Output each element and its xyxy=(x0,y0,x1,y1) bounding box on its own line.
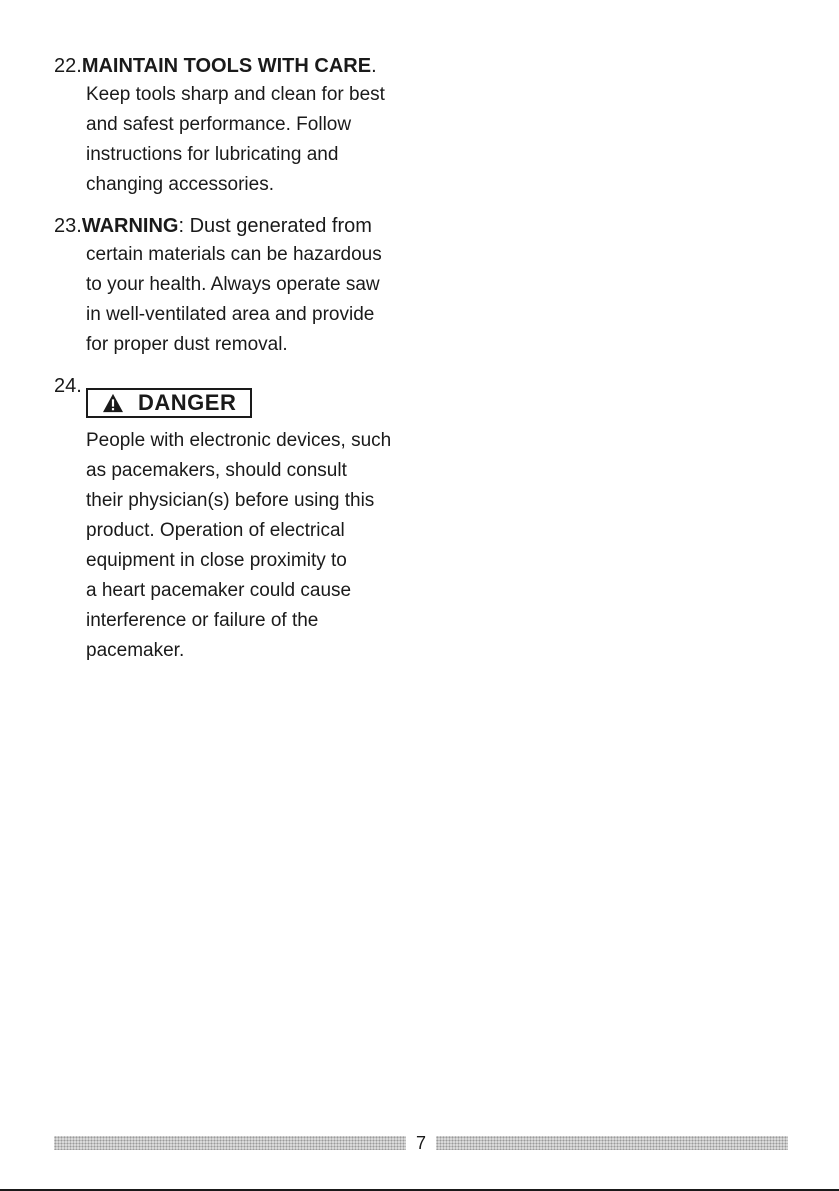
body-line: in well-ventilated area and provide xyxy=(86,304,375,325)
item-number: 23. xyxy=(54,215,82,237)
body-line: certain materials can be hazardous xyxy=(86,244,382,265)
body-line: a heart pacemaker could cause xyxy=(86,580,352,601)
footer-dot-band-right xyxy=(436,1136,788,1150)
item-body xyxy=(86,240,434,360)
body-line: pacemaker. xyxy=(86,640,185,661)
safety-item-23 xyxy=(54,212,434,360)
danger-signal-row xyxy=(86,388,434,420)
danger-label: DANGER xyxy=(138,390,237,415)
page-number: 7 xyxy=(415,1133,426,1153)
item-body xyxy=(86,426,434,666)
item-body xyxy=(86,80,434,200)
safety-item-24 xyxy=(54,372,434,666)
body-line: to your health. Always operate saw xyxy=(86,274,380,295)
body-line: interference or failure of the xyxy=(86,610,319,631)
body-line: their physician(s) before using this xyxy=(86,490,375,511)
danger-signal-box xyxy=(86,388,252,418)
item-title-suffix: . xyxy=(371,55,377,77)
body-line: product. Operation of electrical xyxy=(86,520,345,541)
page-footer xyxy=(54,1133,788,1153)
warning-triangle-icon xyxy=(102,393,124,413)
body-line: and safest performance. Follow xyxy=(86,114,352,135)
item-title-suffix: : Dust generated from xyxy=(178,215,372,237)
body-line: equipment in close proximity to xyxy=(86,550,347,571)
body-line: Keep tools sharp and clean for best xyxy=(86,84,385,105)
footer-dot-band-left xyxy=(54,1136,406,1150)
item-heading xyxy=(54,212,434,240)
body-line: instructions for lubricating and xyxy=(86,144,339,165)
body-line: as pacemakers, should consult xyxy=(86,460,347,481)
item-heading xyxy=(54,52,434,80)
safety-item-22 xyxy=(54,52,434,200)
item-number: 22. xyxy=(54,55,82,77)
item-title: WARNING xyxy=(81,215,179,237)
body-line: changing accessories. xyxy=(86,174,274,195)
body-line: for proper dust removal. xyxy=(86,334,288,355)
item-title: MAINTAIN TOOLS WITH CARE xyxy=(81,55,372,77)
item-number: 24. xyxy=(54,375,82,397)
body-line: People with electronic devices, such xyxy=(86,430,392,451)
